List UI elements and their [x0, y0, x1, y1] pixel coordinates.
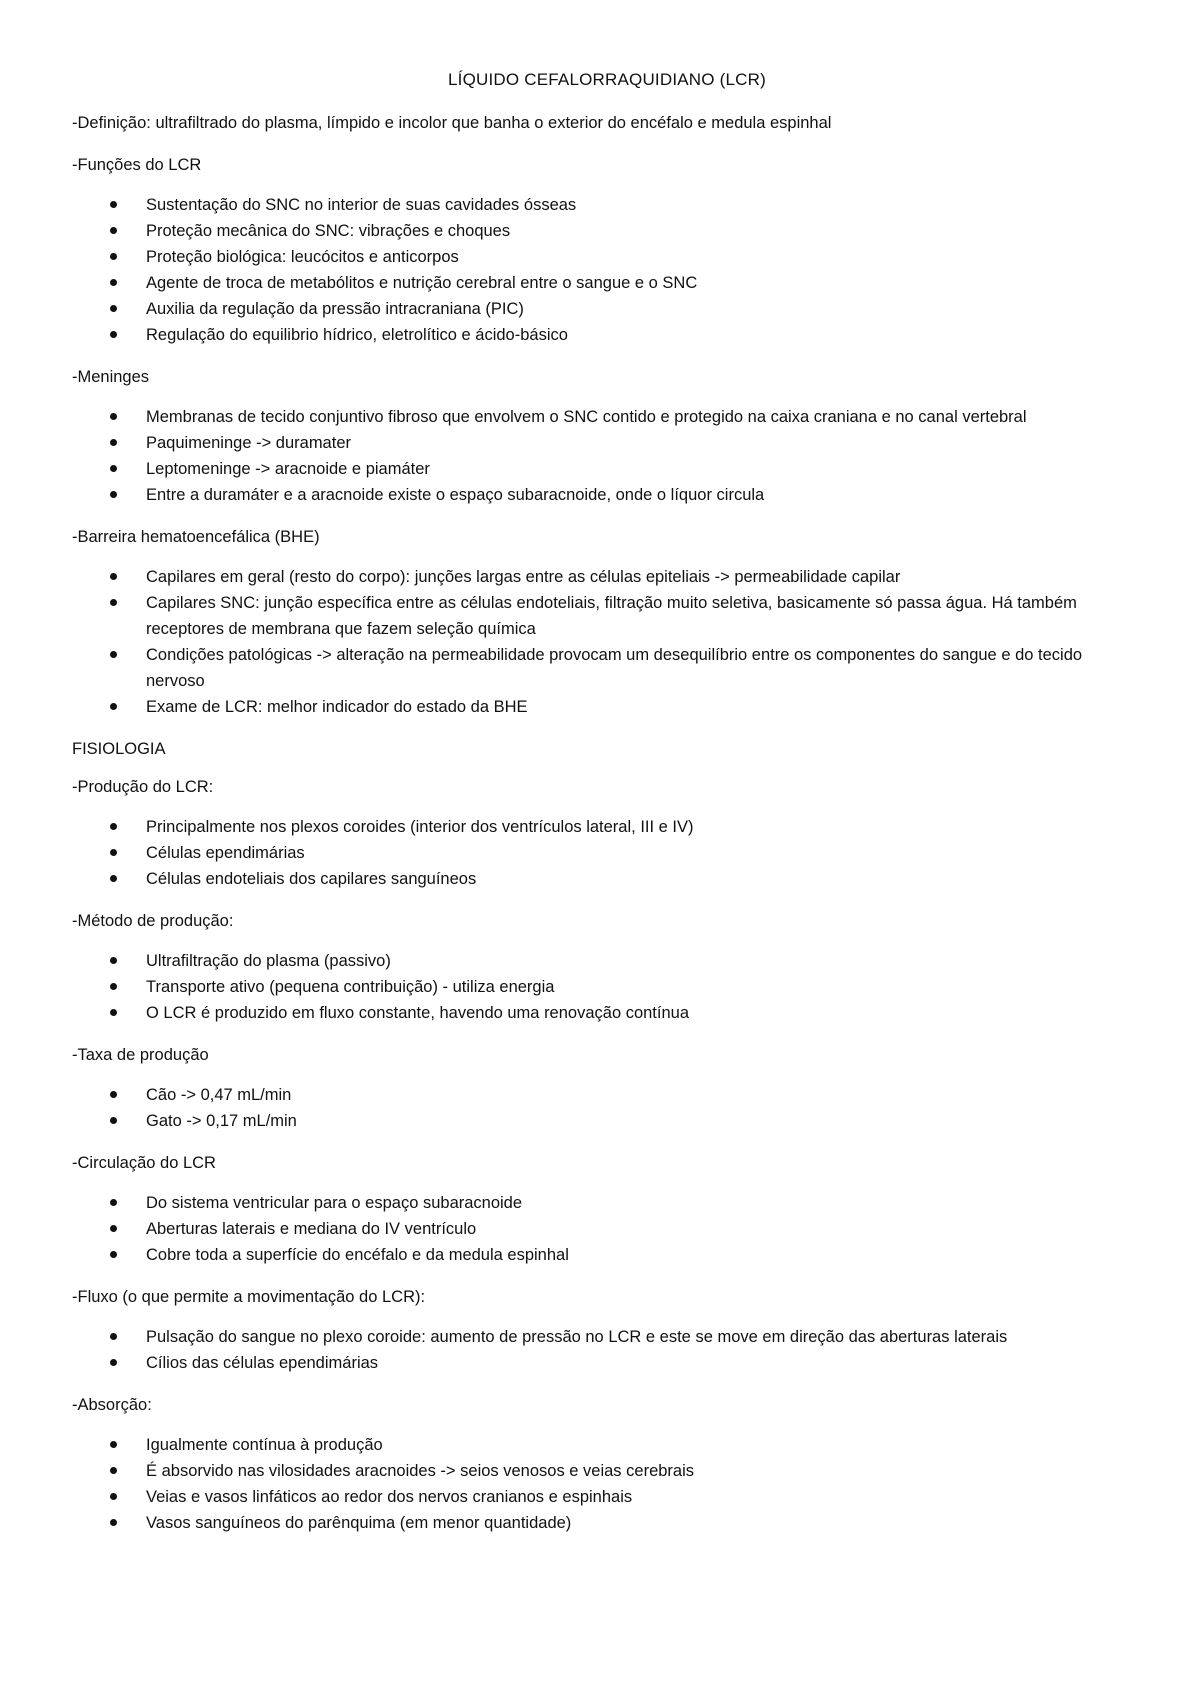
- list-item: [72, 590, 1142, 642]
- bullet-list: [72, 1324, 1142, 1376]
- section-heading: -Funções do LCR: [72, 156, 202, 174]
- section-heading: -Produção do LCR:: [72, 778, 214, 796]
- list-item: [72, 296, 1142, 322]
- list-item-text: É absorvido nas vilosidades aracnoides -> seios venosos e veias cerebrais: [146, 1462, 695, 1480]
- list-item-text: Veias e vasos linfáticos ao redor dos nervos cranianos e espinhais: [146, 1488, 633, 1506]
- list-item: [72, 1432, 1142, 1458]
- list-item-text: Igualmente contínua à produção: [146, 1436, 383, 1454]
- list-item-text: Capilares em geral (resto do corpo): junções largas entre as células epiteliais -> permeabilidade capilar: [146, 568, 901, 586]
- list-item: [72, 244, 1142, 270]
- list-item-text: Auxilia da regulação da pressão intracraniana (PIC): [146, 300, 524, 318]
- list-item-text: Pulsação do sangue no plexo coroide: aumento de pressão no LCR e este se move em direção das aberturas laterais: [146, 1328, 1008, 1346]
- bullet-dot-icon: [110, 823, 117, 830]
- list-item-text: Do sistema ventricular para o espaço subaracnoide: [146, 1194, 523, 1212]
- bullet-dot-icon: [110, 1009, 117, 1016]
- list-item-text: Proteção mecânica do SNC: vibrações e choques: [146, 222, 511, 240]
- section-heading: -Absorção:: [72, 1396, 152, 1414]
- list-item-text: Ultrafiltração do plasma (passivo): [146, 952, 391, 970]
- bullet-dot-icon: [110, 1359, 117, 1366]
- list-item: [72, 1484, 1142, 1510]
- bullet-dot-icon: [110, 305, 117, 312]
- section-heading: -Taxa de produção: [72, 1046, 209, 1064]
- list-item-text: Paquimeninge -> duramater: [146, 434, 351, 452]
- list-item: [72, 1000, 1142, 1026]
- document-page: [72, 70, 1142, 1554]
- list-item-text: Agente de troca de metabólitos e nutrição cerebral entre o sangue e o SNC: [146, 274, 698, 292]
- section-heading: -Meninges: [72, 368, 150, 386]
- list-item-text: Principalmente nos plexos coroides (interior dos ventrículos lateral, III e IV): [146, 818, 694, 836]
- list-item: [72, 1510, 1142, 1536]
- list-item: [72, 814, 1142, 840]
- list-item-text: Vasos sanguíneos do parênquima (em menor quantidade): [146, 1514, 572, 1532]
- list-item: [72, 322, 1142, 348]
- section-heading: -Barreira hematoencefálica (BHE): [72, 528, 320, 546]
- bullet-dot-icon: [110, 331, 117, 338]
- list-item: [72, 1108, 1142, 1134]
- list-item-text: Condições patológicas -> alteração na permeabilidade provocam um desequilíbrio entre os componentes do sangue e do tecido nervoso: [146, 646, 1083, 690]
- list-item: [72, 1324, 1142, 1350]
- list-item-text: Leptomeninge -> aracnoide e piamáter: [146, 460, 430, 478]
- list-item-text: Capilares SNC: junção específica entre as células endoteliais, filtração muito seletiva, basicamente só passa água. Há também receptores de membrana que fazem seleção química: [146, 594, 1077, 638]
- bullet-list: [72, 404, 1142, 508]
- list-item-text: Transporte ativo (pequena contribuição) - utiliza energia: [146, 978, 555, 996]
- bullet-dot-icon: [110, 599, 117, 606]
- list-item: [72, 948, 1142, 974]
- bullet-list: [72, 564, 1142, 720]
- bullet-list: [72, 192, 1142, 348]
- list-item: [72, 1216, 1142, 1242]
- list-item-text: Aberturas laterais e mediana do IV ventrículo: [146, 1220, 477, 1238]
- list-item: [72, 192, 1142, 218]
- bullet-dot-icon: [110, 1225, 117, 1232]
- section-heading: -Método de produção:: [72, 912, 234, 930]
- list-item: [72, 1190, 1142, 1216]
- bullet-dot-icon: [110, 849, 117, 856]
- document-body: [72, 112, 1142, 1536]
- list-item: [72, 1082, 1142, 1108]
- bullet-dot-icon: [110, 703, 117, 710]
- list-item-text: O LCR é produzido em fluxo constante, havendo uma renovação contínua: [146, 1004, 690, 1022]
- bullet-dot-icon: [110, 875, 117, 882]
- bullet-dot-icon: [110, 1117, 117, 1124]
- list-item-text: Regulação do equilibrio hídrico, eletrolítico e ácido-básico: [146, 326, 568, 344]
- bullet-dot-icon: [110, 983, 117, 990]
- bullet-list: [72, 1190, 1142, 1268]
- section-heading: FISIOLOGIA: [72, 740, 166, 758]
- list-item: [72, 974, 1142, 1000]
- list-item: [72, 1458, 1142, 1484]
- bullet-dot-icon: [110, 413, 117, 420]
- list-item: [72, 270, 1142, 296]
- list-item-text: Cão -> 0,47 mL/min: [146, 1086, 292, 1104]
- list-item: [72, 404, 1142, 430]
- list-item-text: Sustentação do SNC no interior de suas cavidades ósseas: [146, 196, 577, 214]
- bullet-dot-icon: [110, 1467, 117, 1474]
- bullet-list: [72, 1082, 1142, 1134]
- list-item-text: Entre a duramáter e a aracnoide existe o espaço subaracnoide, onde o líquor circula: [146, 486, 765, 504]
- bullet-dot-icon: [110, 279, 117, 286]
- bullet-dot-icon: [110, 1333, 117, 1340]
- list-item: [72, 642, 1142, 694]
- document-title: LÍQUIDO CEFALORRAQUIDIANO (LCR): [448, 70, 766, 89]
- bullet-list: [72, 948, 1142, 1026]
- definition-paragraph: -Definição: ultrafiltrado do plasma, límpido e incolor que banha o exterior do encéfalo e medula espinhal: [72, 114, 832, 132]
- list-item: [72, 564, 1142, 590]
- bullet-list: [72, 1432, 1142, 1536]
- bullet-dot-icon: [110, 1519, 117, 1526]
- list-item: [72, 1242, 1142, 1268]
- list-item-text: Exame de LCR: melhor indicador do estado da BHE: [146, 698, 528, 716]
- list-item: [72, 1350, 1142, 1376]
- bullet-dot-icon: [110, 491, 117, 498]
- bullet-dot-icon: [110, 573, 117, 580]
- bullet-dot-icon: [110, 1091, 117, 1098]
- bullet-dot-icon: [110, 201, 117, 208]
- list-item-text: Cobre toda a superfície do encéfalo e da medula espinhal: [146, 1246, 569, 1264]
- list-item: [72, 218, 1142, 244]
- list-item-text: Células endoteliais dos capilares sanguíneos: [146, 870, 477, 888]
- bullet-dot-icon: [110, 651, 117, 658]
- bullet-dot-icon: [110, 1199, 117, 1206]
- bullet-dot-icon: [110, 227, 117, 234]
- list-item: [72, 482, 1142, 508]
- bullet-dot-icon: [110, 1493, 117, 1500]
- bullet-dot-icon: [110, 253, 117, 260]
- section-heading: -Circulação do LCR: [72, 1154, 216, 1172]
- bullet-dot-icon: [110, 465, 117, 472]
- section-heading: -Fluxo (o que permite a movimentação do LCR):: [72, 1288, 426, 1306]
- list-item: [72, 456, 1142, 482]
- bullet-dot-icon: [110, 1251, 117, 1258]
- list-item-text: Proteção biológica: leucócitos e anticorpos: [146, 248, 459, 266]
- list-item-text: Células ependimárias: [146, 844, 305, 862]
- list-item: [72, 866, 1142, 892]
- list-item: [72, 694, 1142, 720]
- list-item: [72, 840, 1142, 866]
- bullet-dot-icon: [110, 439, 117, 446]
- list-item-text: Membranas de tecido conjuntivo fibroso que envolvem o SNC contido e protegido na caixa craniana e no canal vertebral: [146, 408, 1027, 426]
- list-item: [72, 430, 1142, 456]
- bullet-dot-icon: [110, 957, 117, 964]
- bullet-dot-icon: [110, 1441, 117, 1448]
- list-item-text: Cílios das células ependimárias: [146, 1354, 379, 1372]
- list-item-text: Gato -> 0,17 mL/min: [146, 1112, 297, 1130]
- bullet-list: [72, 814, 1142, 892]
